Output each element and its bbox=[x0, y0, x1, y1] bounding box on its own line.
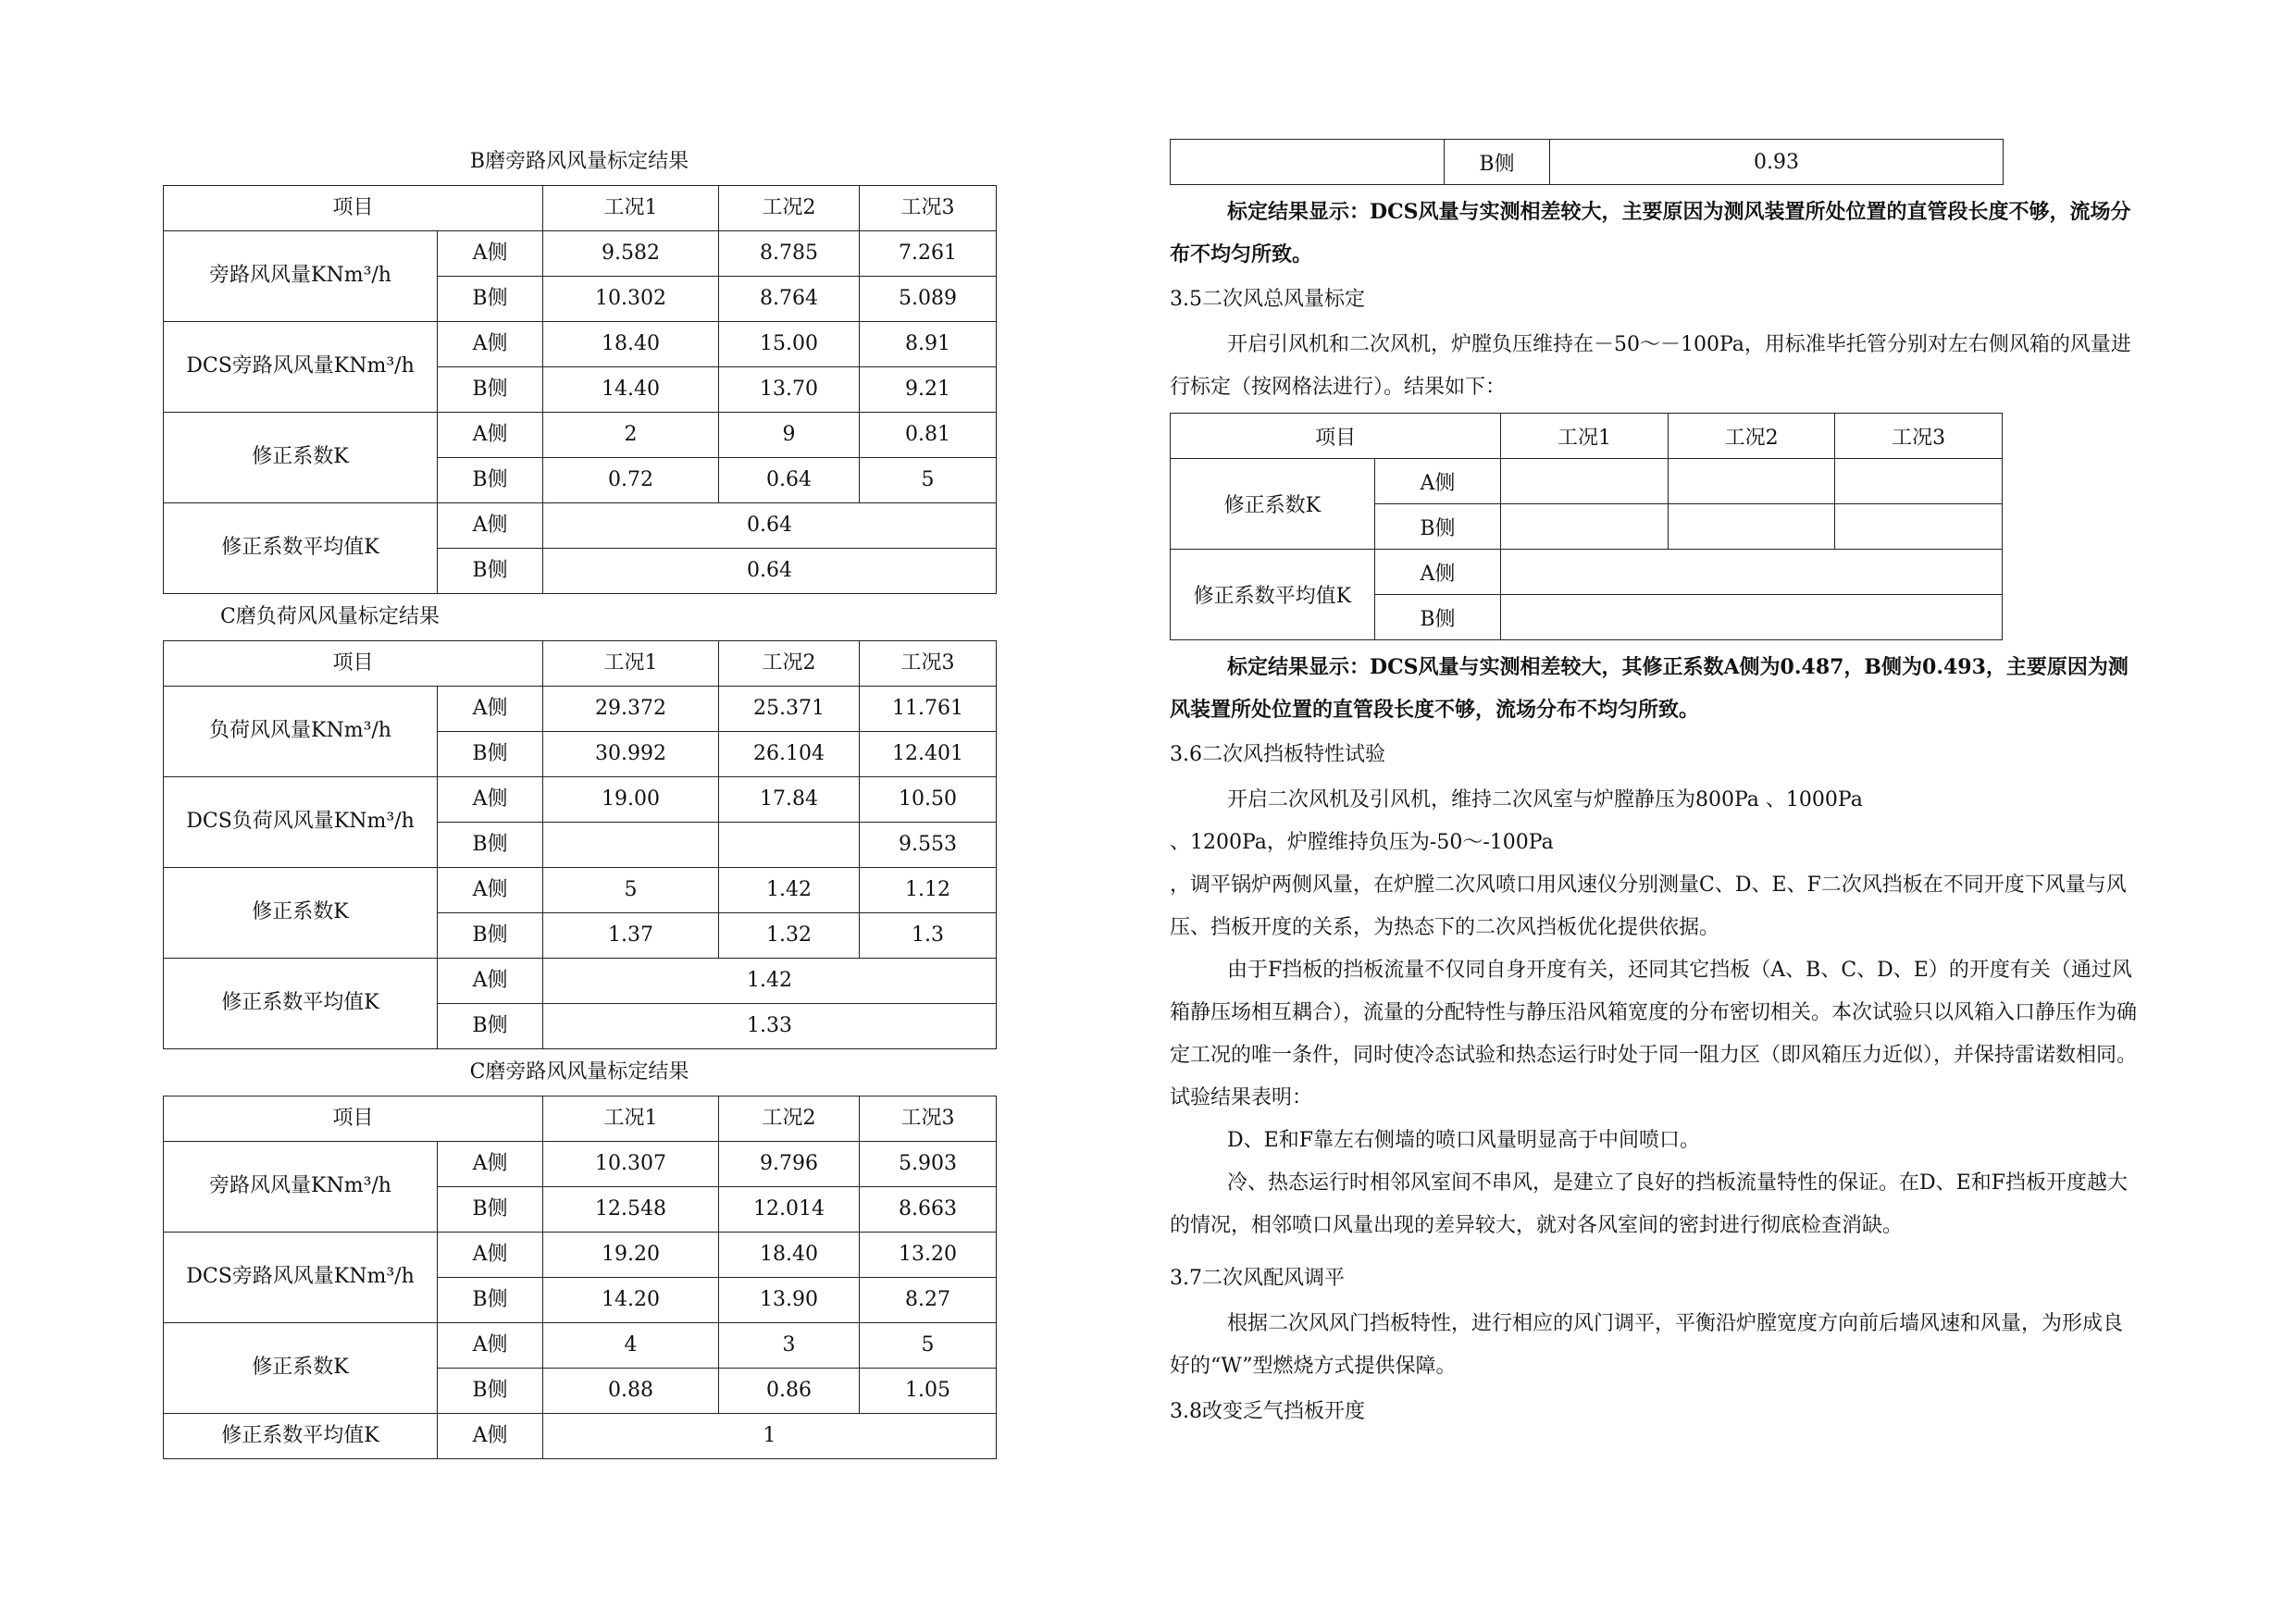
cell: 13.20 bbox=[860, 1233, 997, 1278]
avg-value: 1.33 bbox=[543, 1004, 997, 1049]
cell: 30.992 bbox=[543, 732, 719, 777]
cell: 15.00 bbox=[719, 322, 860, 367]
c-mill-load-table bbox=[163, 640, 997, 1049]
cell bbox=[1501, 459, 1669, 504]
group-label: DCS旁路风风量KNm³/h bbox=[164, 1233, 438, 1323]
side-label: B侧 bbox=[438, 367, 543, 413]
cell: 5.089 bbox=[860, 277, 997, 322]
cell: 1.05 bbox=[860, 1369, 997, 1414]
side-label: B侧 bbox=[438, 1187, 543, 1233]
cell bbox=[1835, 504, 2003, 550]
cell: 8.91 bbox=[860, 322, 997, 367]
header-c2: 工况2 bbox=[1668, 414, 1835, 459]
avg-label: 修正系数平均值K bbox=[164, 1414, 438, 1459]
header-c1: 工况1 bbox=[543, 1096, 719, 1142]
side-label: A侧 bbox=[438, 687, 543, 732]
cell: 9.553 bbox=[860, 823, 997, 868]
cell: 1.37 bbox=[543, 913, 719, 959]
avg-value bbox=[1501, 550, 2003, 595]
continued-table-row bbox=[1170, 139, 2004, 185]
cell: 0.72 bbox=[543, 458, 719, 503]
cell: 25.371 bbox=[719, 687, 860, 732]
paragraph-3-6-b: 、1200Pa，炉膛维持负压为-50～-100Pa bbox=[1170, 831, 1554, 854]
header-c1: 工况1 bbox=[543, 186, 719, 231]
cell: 7.261 bbox=[860, 231, 997, 277]
cell: 17.84 bbox=[719, 777, 860, 823]
cell: 10.50 bbox=[860, 777, 997, 823]
side-label: B侧 bbox=[438, 549, 543, 594]
group-label: 修正系数K bbox=[1171, 459, 1375, 550]
cell: 1.3 bbox=[860, 913, 997, 959]
group-label: 旁路风风量KNm³/h bbox=[164, 1142, 438, 1233]
header-c1: 工况1 bbox=[543, 641, 719, 687]
side-label: A侧 bbox=[438, 868, 543, 913]
cell: 18.40 bbox=[719, 1233, 860, 1278]
side-label: A侧 bbox=[438, 777, 543, 823]
paragraph-3-6-f: 冷、热态运行时相邻风室间不串风，是建立了良好的挡板流量特性的保证。在D、E和F挡板开度越大的情况，相邻喷口风量出现的差异较大，就对各风室间的密封进行彻底检查消缺。 bbox=[1170, 1171, 2128, 1237]
cell: 5.903 bbox=[860, 1142, 997, 1187]
side-label: B侧 bbox=[438, 458, 543, 503]
avg-value bbox=[1501, 595, 2003, 640]
section-heading-3-5: 3.5二次风总风量标定 bbox=[1170, 288, 1365, 311]
avg-value: 0.64 bbox=[543, 503, 997, 549]
cell: 9.21 bbox=[860, 367, 997, 413]
cell: 9 bbox=[719, 413, 860, 458]
cell: 18.40 bbox=[543, 322, 719, 367]
cell bbox=[1501, 504, 1669, 550]
result-paragraph-1: 标定结果显示：DCS风量与实测相差较大，主要原因为测风装置所处位置的直管段长度不够，流场分布不均匀所致。 bbox=[1170, 200, 2131, 266]
side-label: A侧 bbox=[1374, 459, 1500, 504]
header-item: 项目 bbox=[164, 186, 543, 231]
cell bbox=[1171, 140, 1445, 185]
cell: 10.307 bbox=[543, 1142, 719, 1187]
left-page bbox=[163, 139, 996, 1459]
avg-label: 修正系数平均值K bbox=[1171, 550, 1375, 640]
header-c3: 工况3 bbox=[860, 186, 997, 231]
paragraph-3-6-c: ，调平锅炉两侧风量，在炉膛二次风喷口用风速仪分别测量C、D、E、F二次风挡板在不同开度下风量与风压、挡板开度的关系，为热态下的二次风挡板优化提供依据。 bbox=[1170, 873, 2127, 939]
side-label: B侧 bbox=[438, 1004, 543, 1049]
section-heading-3-8: 3.8改变乏气挡板开度 bbox=[1170, 1400, 1365, 1423]
header-c3: 工况3 bbox=[1835, 414, 2003, 459]
cell: 12.401 bbox=[860, 732, 997, 777]
cell: 5 bbox=[543, 868, 719, 913]
group-label: DCS负荷风风量KNm³/h bbox=[164, 777, 438, 868]
side-label: A侧 bbox=[438, 1142, 543, 1187]
side-label: A侧 bbox=[438, 322, 543, 367]
side-label: B侧 bbox=[1445, 140, 1550, 185]
side-label: B侧 bbox=[438, 1369, 543, 1414]
cell: 14.20 bbox=[543, 1278, 719, 1323]
group-label: 修正系数K bbox=[164, 1323, 438, 1414]
cell bbox=[543, 823, 719, 868]
group-label: 负荷风风量KNm³/h bbox=[164, 687, 438, 777]
header-item: 项目 bbox=[164, 641, 543, 687]
paragraph-3-6-d: 由于F挡板的挡板流量不仅同自身开度有关，还同其它挡板（A、B、C、D、E）的开度有关（通过风箱静压场相互耦合），流量的分配特性与静压沿风箱宽度的分布密切相关。本次试验只以风箱入口静压作为确定工况的唯一条件，同时使冷态试验和热态运行时处于同一阻力区（即风箱压力近似），并保持雷诺数相同。试验结果表明： bbox=[1170, 959, 2138, 1109]
header-item: 项目 bbox=[1171, 414, 1501, 459]
side-label: B侧 bbox=[1374, 595, 1500, 640]
c-mill-bypass-table bbox=[163, 1096, 997, 1459]
table-caption: C磨旁路风风量标定结果 bbox=[469, 1060, 689, 1084]
side-label: A侧 bbox=[438, 413, 543, 458]
header-c3: 工况3 bbox=[860, 641, 997, 687]
side-label: B侧 bbox=[438, 732, 543, 777]
cell: 8.785 bbox=[719, 231, 860, 277]
cell: 0.64 bbox=[719, 458, 860, 503]
cell: 8.764 bbox=[719, 277, 860, 322]
table-caption: C磨负荷风风量标定结果 bbox=[220, 605, 440, 628]
cell: 5 bbox=[860, 1323, 997, 1369]
cell: 0.81 bbox=[860, 413, 997, 458]
section-heading-3-7: 3.7二次风配风调平 bbox=[1170, 1267, 1345, 1290]
header-item: 项目 bbox=[164, 1096, 543, 1142]
side-label: A侧 bbox=[438, 1414, 543, 1459]
side-label: B侧 bbox=[1374, 504, 1500, 550]
result-paragraph-2: 标定结果显示：DCS风量与实测相差较大，其修正系数A侧为0.487，B侧为0.493，主要原因为测风装置所处位置的直管段长度不够，流场分布不均匀所致。 bbox=[1170, 655, 2128, 722]
cell: 29.372 bbox=[543, 687, 719, 732]
group-label: 修正系数K bbox=[164, 413, 438, 503]
header-c1: 工况1 bbox=[1501, 414, 1669, 459]
right-page bbox=[1170, 139, 2141, 1436]
header-c2: 工况2 bbox=[719, 641, 860, 687]
avg-value: 1.42 bbox=[543, 959, 997, 1004]
avg-value: 1 bbox=[543, 1414, 997, 1459]
side-label: B侧 bbox=[438, 913, 543, 959]
cell: 1.42 bbox=[719, 868, 860, 913]
cell: 0.88 bbox=[543, 1369, 719, 1414]
cell: 1.12 bbox=[860, 868, 997, 913]
avg-value: 0.64 bbox=[543, 549, 997, 594]
header-c2: 工况2 bbox=[719, 1096, 860, 1142]
cell: 0.86 bbox=[719, 1369, 860, 1414]
cell: 1.32 bbox=[719, 913, 860, 959]
secondary-air-table bbox=[1170, 413, 2003, 640]
cell bbox=[1835, 459, 2003, 504]
cell: 5 bbox=[860, 458, 997, 503]
cell: 4 bbox=[543, 1323, 719, 1369]
header-c2: 工况2 bbox=[719, 186, 860, 231]
cell: 13.90 bbox=[719, 1278, 860, 1323]
avg-label: 修正系数平均值K bbox=[164, 503, 438, 594]
cell bbox=[1668, 459, 1835, 504]
cell bbox=[1668, 504, 1835, 550]
group-label: 旁路风风量KNm³/h bbox=[164, 231, 438, 322]
side-label: A侧 bbox=[438, 1323, 543, 1369]
side-label: A侧 bbox=[438, 503, 543, 549]
b-mill-bypass-table bbox=[163, 185, 997, 594]
side-label: B侧 bbox=[438, 1278, 543, 1323]
side-label: B侧 bbox=[438, 277, 543, 322]
cell: 8.663 bbox=[860, 1187, 997, 1233]
side-label: A侧 bbox=[1374, 550, 1500, 595]
cell: 19.20 bbox=[543, 1233, 719, 1278]
cell: 3 bbox=[719, 1323, 860, 1369]
paragraph-3-6-a: 开启二次风机及引风机，维持二次风室与炉膛静压为800Pa 、1000Pa bbox=[1227, 788, 1863, 812]
cell: 10.302 bbox=[543, 277, 719, 322]
cell: 12.548 bbox=[543, 1187, 719, 1233]
cell: 9.582 bbox=[543, 231, 719, 277]
cell: 12.014 bbox=[719, 1187, 860, 1233]
paragraph-3-7: 根据二次风风门挡板特性，进行相应的风门调平，平衡沿炉膛宽度方向前后墙风速和风量，为形成良好的“W”型燃烧方式提供保障。 bbox=[1170, 1312, 2124, 1378]
cell: 13.70 bbox=[719, 367, 860, 413]
cell: 9.796 bbox=[719, 1142, 860, 1187]
side-label: B侧 bbox=[438, 823, 543, 868]
group-label: 修正系数K bbox=[164, 868, 438, 959]
cell: 26.104 bbox=[719, 732, 860, 777]
side-label: A侧 bbox=[438, 231, 543, 277]
cell bbox=[719, 823, 860, 868]
group-label: DCS旁路风风量KNm³/h bbox=[164, 322, 438, 413]
cell: 2 bbox=[543, 413, 719, 458]
cell: 19.00 bbox=[543, 777, 719, 823]
cell: 8.27 bbox=[860, 1278, 997, 1323]
cell: 11.761 bbox=[860, 687, 997, 732]
paragraph-3-6-e: D、E和F靠左右侧墙的喷口风量明显高于中间喷口。 bbox=[1227, 1129, 1700, 1152]
paragraph-3-5: 开启引风机和二次风机，炉膛负压维持在－50～－100Pa，用标准毕托管分别对左右侧风箱的风量进行标定（按网格法进行）。结果如下： bbox=[1170, 333, 2131, 399]
avg-label: 修正系数平均值K bbox=[164, 959, 438, 1049]
cell: 14.40 bbox=[543, 367, 719, 413]
cell: 0.93 bbox=[1550, 140, 2004, 185]
side-label: A侧 bbox=[438, 1233, 543, 1278]
section-heading-3-6: 3.6二次风挡板特性试验 bbox=[1170, 743, 1385, 766]
table-caption: B磨旁路风风量标定结果 bbox=[469, 150, 689, 173]
header-c3: 工况3 bbox=[860, 1096, 997, 1142]
side-label: A侧 bbox=[438, 959, 543, 1004]
